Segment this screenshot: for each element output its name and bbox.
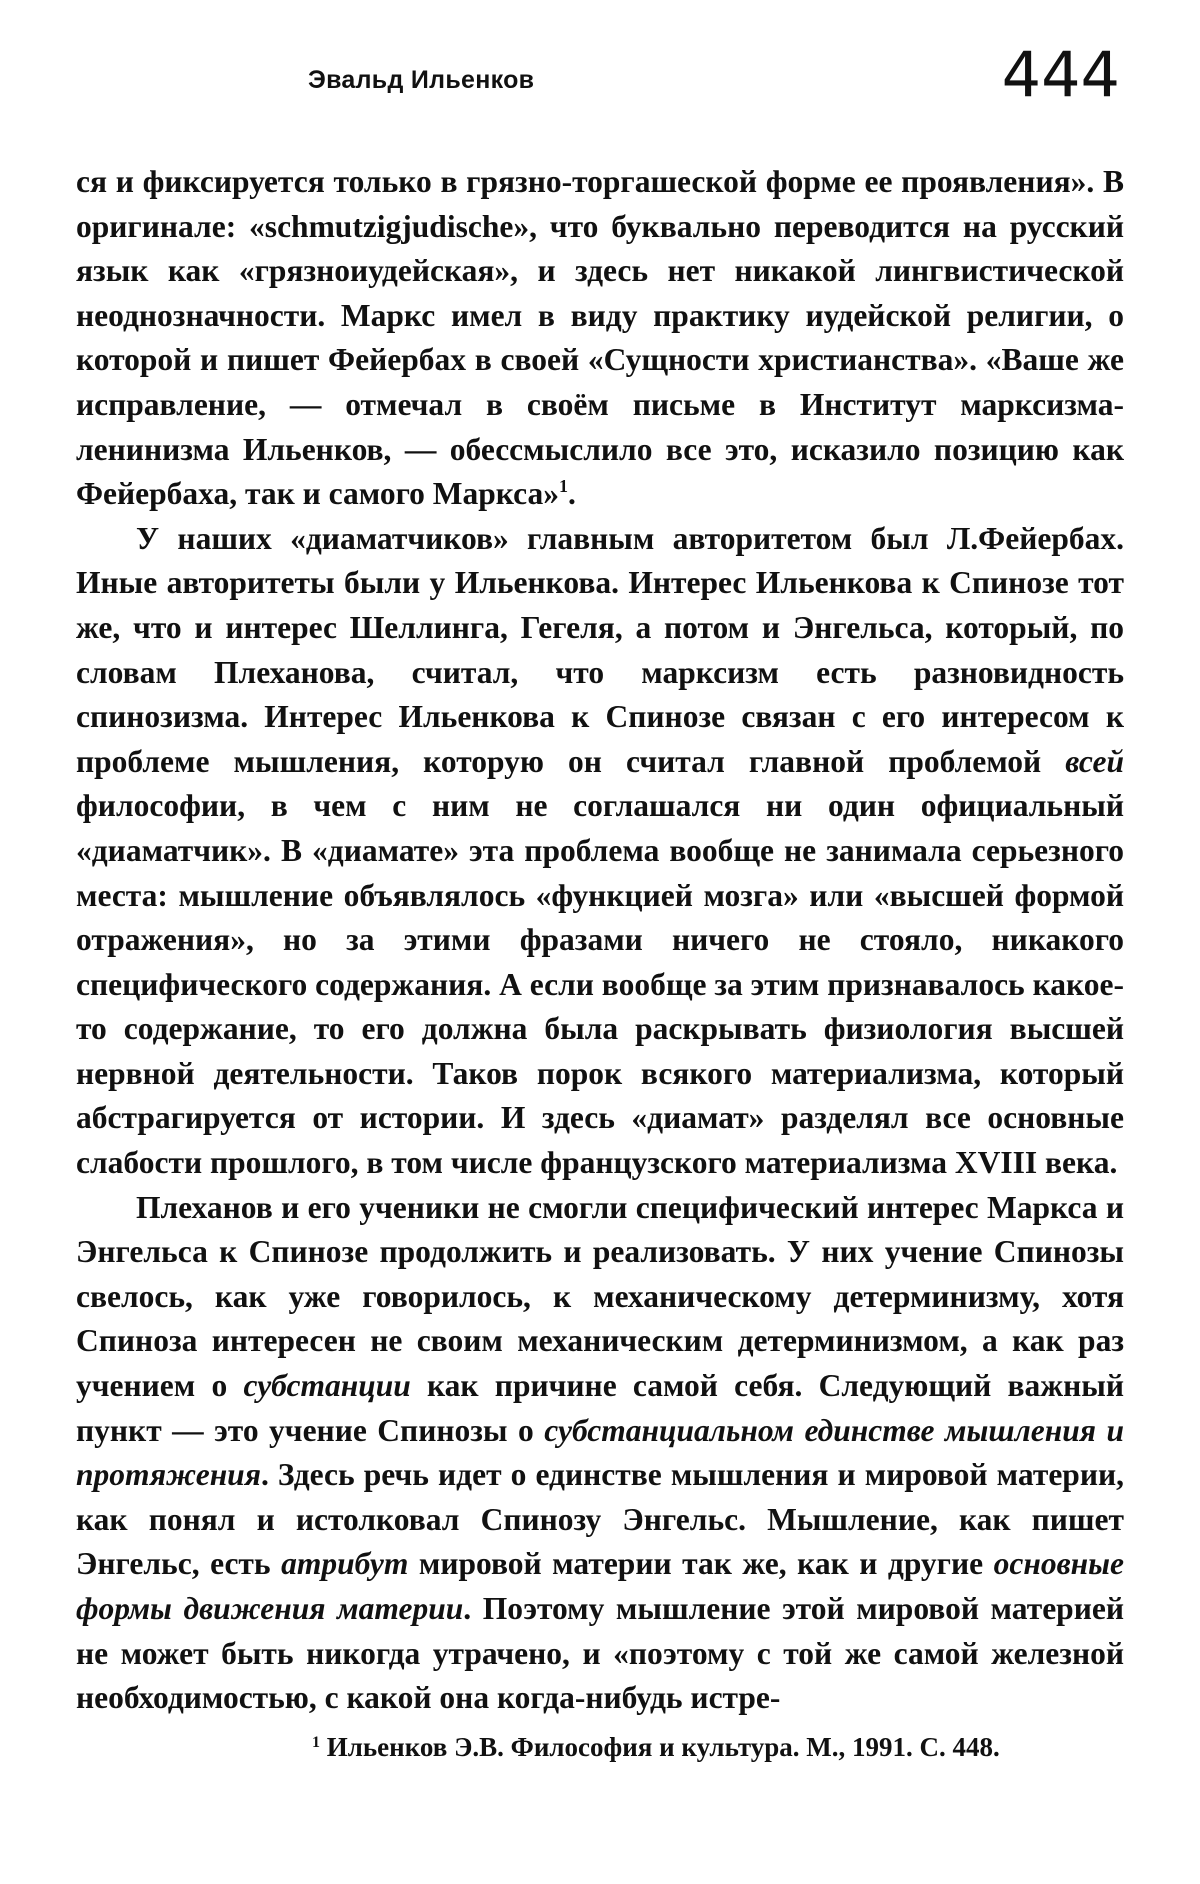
paragraph-1	[76, 160, 1124, 517]
footnote	[312, 1730, 1112, 1764]
paragraph-3-text-a: Плеханов и его ученики не смогли специфический интерес Маркса и Энгельса к Спинозе продолжить и реализовать. У них учение Спинозы свелось, как уже говорилось, к механическому детерминизму, хотя Спиноза интересен не своим механическим детерминизмом, а как раз учением о	[76, 1189, 1124, 1404]
paragraph-2	[76, 517, 1124, 1186]
paragraph-2-italic: всей	[1065, 743, 1124, 779]
paragraph-2-text-a: У наших «диаматчиков» главным авторитетом был Л.Фейербах. Иные авторитеты были у Ильенкова. Интерес Ильенкова к Спинозе тот же, что и интерес Шеллинга, Гегеля, а потом и Энгельса, который, по словам Плеханова, считал, что марксизм есть разновидность спинозизма. Интерес Ильенкова к Спинозе связан с его интересом к проблеме мышления, которую он считал главной проблемой	[76, 520, 1124, 779]
page-number: 444	[1001, 38, 1120, 111]
paragraph-3-italic-forms: основные формы движения материи	[76, 1546, 1124, 1626]
paragraph-3	[76, 1186, 1124, 1721]
footnote-text: Ильенков Э.В. Философия и культура. М., 1991. С. 448.	[320, 1732, 1000, 1762]
running-head-author: Эвальд Ильенков	[308, 66, 535, 94]
paragraph-1-text: ся и фиксируется только в грязно-торгашеской форме ее проявления». В оригинале: «schmutzigjudische», что буквально переводится на русский язык как «грязноиудейская», и здесь нет никакой лингвистической неоднозначности. Маркс имел в виду практику иудейской религии, о которой и пишет Фейербах в своей «Сущности христианства». «Ваше же исправление, — отмечал в своём письме в Институт марксизма-ленинизма Ильенков, — обессмыслило все это, исказило позицию как Фейербаха, так и самого Маркса»	[76, 164, 1124, 512]
paragraph-2-text-b: философии, в чем с ним не соглашался ни один официальный «диаматчик». В «диамате» эта проблема вообще не занимала серьезного места: мышление объявлялось «функцией мозга» или «высшей формой отражения», но за этими фразами ничего не стояло, никакого специфического содержания. А если вообще за этим признавалось какое-то содержание, то его должна была раскрывать физиология высшей нервной деятельности. Таков порок всякого материализма, который абстрагируется от истории. И здесь «диамат» разделял все основные слабости прошлого, в том числе французского материализма XVIII века.	[76, 788, 1124, 1181]
paragraph-3-text-c: . Здесь речь идет о единстве мышления и мировой материи, как понял и истолковал Спинозу Энгельс. Мышление, как пишет Энгельс, есть	[76, 1457, 1124, 1582]
paragraph-3-text-d: мировой материи так же, как и другие	[408, 1546, 994, 1582]
paragraph-3-italic-substance: субстанции	[243, 1368, 411, 1404]
footnote-marker: 1	[312, 1734, 320, 1751]
footnote-ref: 1	[558, 476, 568, 497]
paragraph-3-italic-attribute: атрибут	[281, 1546, 409, 1582]
paragraph-1-end: .	[567, 476, 576, 512]
paragraph-3-italic-unity: субстанциальном единстве мышления и протяжения	[76, 1412, 1124, 1493]
paragraph-3-text-e: . Поэтому мышление этой мировой материей не может быть никогда утрачено, и «поэтому с той же самой железной необходимостью, с какой она когда-нибудь истре-	[76, 1591, 1124, 1716]
paragraph-3-text-b: как причине самой себя. Следующий важный пункт — это учение Спинозы о	[76, 1368, 1124, 1448]
main-text	[76, 160, 1124, 1721]
